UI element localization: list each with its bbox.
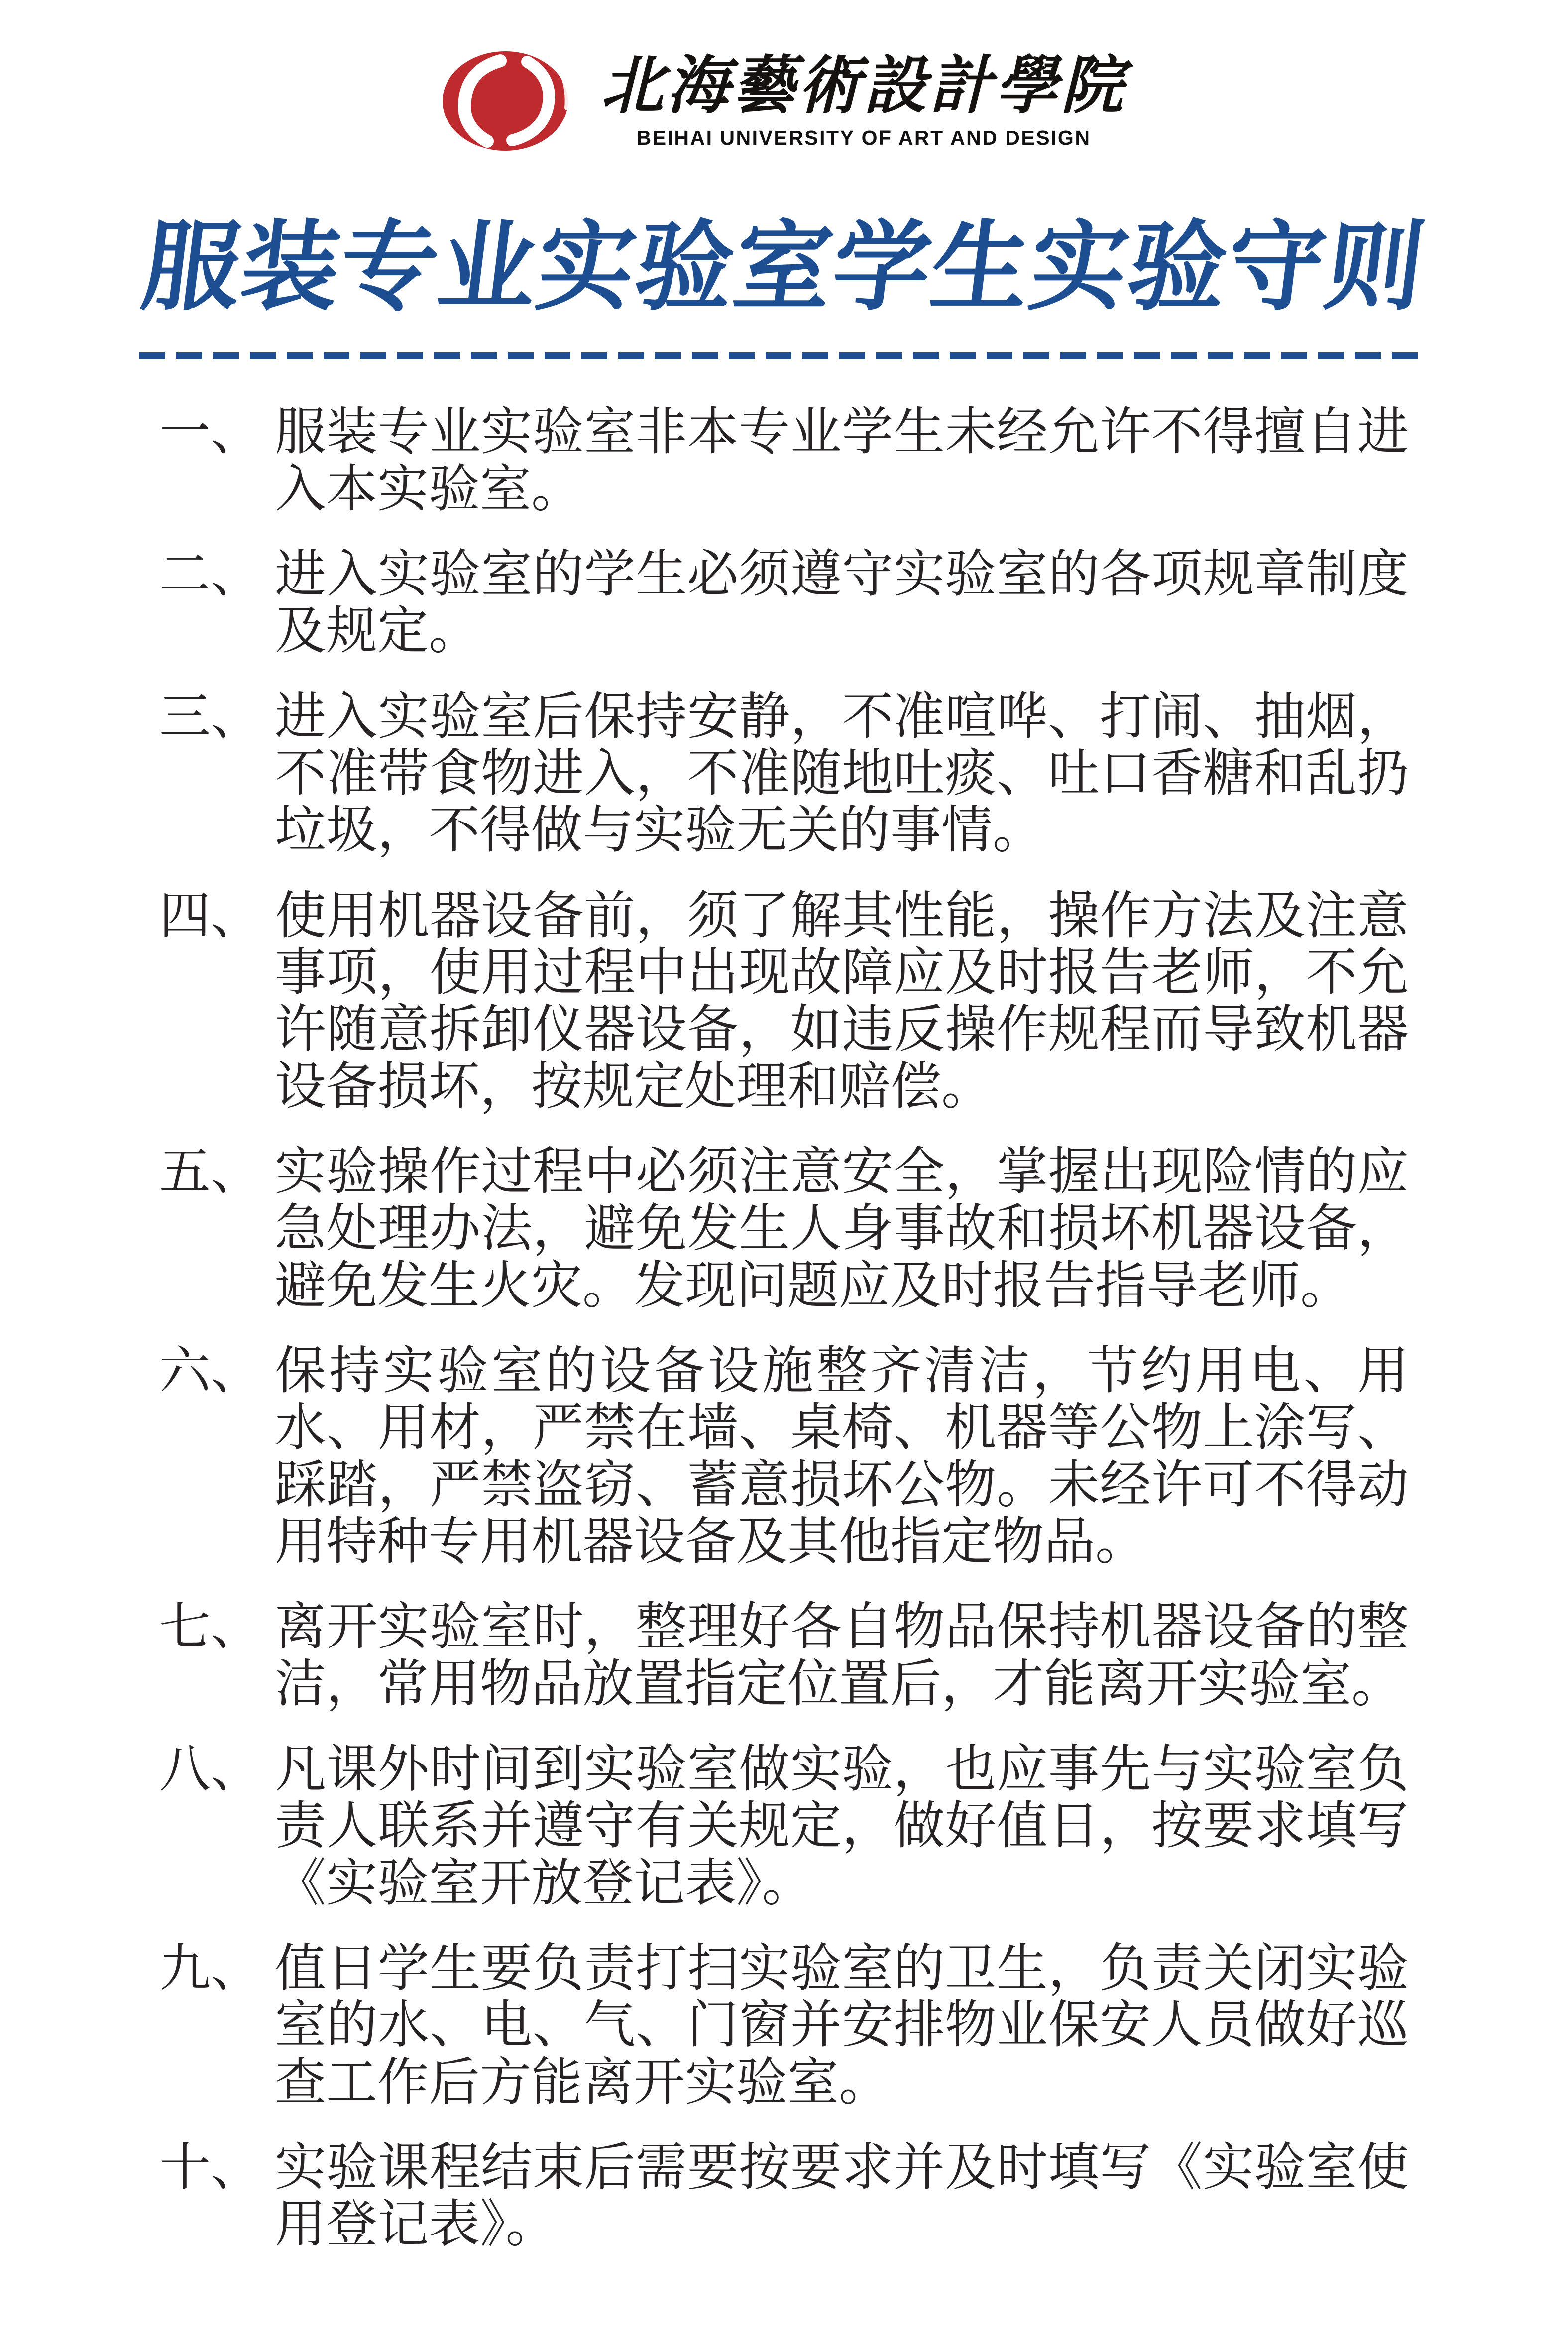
rule-number: 一、 xyxy=(159,403,262,461)
rule-item xyxy=(159,1741,1409,1911)
rule-number: 二、 xyxy=(159,545,262,603)
rule-number: 八、 xyxy=(159,1740,262,1797)
logo-text-block xyxy=(601,52,1126,150)
university-logo-header xyxy=(0,0,1568,152)
rule-item xyxy=(159,688,1409,859)
rule-text: 离开实验室时，整理好各自物品保持机器设备的整洁，常用物品放置指定位置后，才能离开实验室。 xyxy=(275,1598,1409,1712)
rule-number: 六、 xyxy=(159,1341,262,1399)
university-name-english: BEIHAI UNIVERSITY OF ART AND DESIGN xyxy=(636,126,1091,149)
rule-text: 服装专业实验室非本专业学生未经允许不得擅自进入本实验室。 xyxy=(275,403,1409,517)
rule-item xyxy=(159,1940,1409,2111)
rule-text: 实验操作过程中必须注意安全，掌握出现险情的应急处理办法，避免发生人身事故和损坏机器设备，避免发生火灾。发现问题应及时报告指导老师。 xyxy=(275,1143,1409,1314)
rule-number: 十、 xyxy=(159,2138,262,2196)
rule-number: 五、 xyxy=(159,1143,262,1200)
rule-text: 保持实验室的设备设施整齐清洁，节约用电、用水、用材，严禁在墙、桌椅、机器等公物上涂写、踩踏，严禁盗窃、蓄意损坏公物。未经许可不得动用特种专用机器设备及其他指定物品。 xyxy=(275,1341,1409,1570)
page-title: 服装专业实验室学生实验守则 xyxy=(136,213,1432,322)
rule-item xyxy=(159,403,1409,517)
rule-item xyxy=(159,1143,1409,1314)
rule-number: 七、 xyxy=(159,1598,262,1655)
rule-item xyxy=(159,887,1409,1115)
university-name-calligraphy: 北海藝術設計學院 xyxy=(601,52,1126,121)
rule-number: 九、 xyxy=(159,1939,262,1997)
rule-text: 进入实验室后保持安静，不准喧哗、打闹、抽烟，不准带食物进入，不准随地吐痰、吐口香糖和乱扔垃圾，不得做与实验无关的事情。 xyxy=(275,687,1409,859)
rule-text: 实验课程结束后需要按要求并及时填写《实验室使用登记表》。 xyxy=(275,2138,1409,2253)
rule-text: 使用机器设备前，须了解其性能，操作方法及注意事项，使用过程中出现故障应及时报告老师，不允许随意拆卸仪器设备，如违反操作规程而导致机器设备损坏，按规定处理和赔偿。 xyxy=(275,886,1409,1115)
rule-number: 四、 xyxy=(159,886,262,944)
rule-text: 进入实验室的学生必须遵守实验室的各项规章制度及规定。 xyxy=(275,545,1409,660)
rule-item xyxy=(159,2139,1409,2253)
swirl-logo-icon xyxy=(442,50,572,152)
rule-number: 三、 xyxy=(159,687,262,745)
rule-item xyxy=(159,1342,1409,1570)
rule-text: 凡课外时间到实验室做实验，也应事先与实验室负责人联系并遵守有关规定，做好值日，按要求填写《实验室开放登记表》。 xyxy=(275,1740,1409,1911)
rules-list xyxy=(159,403,1409,2252)
title-dashed-divider xyxy=(139,352,1429,359)
rule-item xyxy=(159,1598,1409,1712)
rule-item xyxy=(159,546,1409,660)
rule-text: 值日学生要负责打扫实验室的卫生，负责关闭实验室的水、电、气、门窗并安排物业保安人员做好巡查工作后方能离开实验室。 xyxy=(275,1939,1409,2111)
